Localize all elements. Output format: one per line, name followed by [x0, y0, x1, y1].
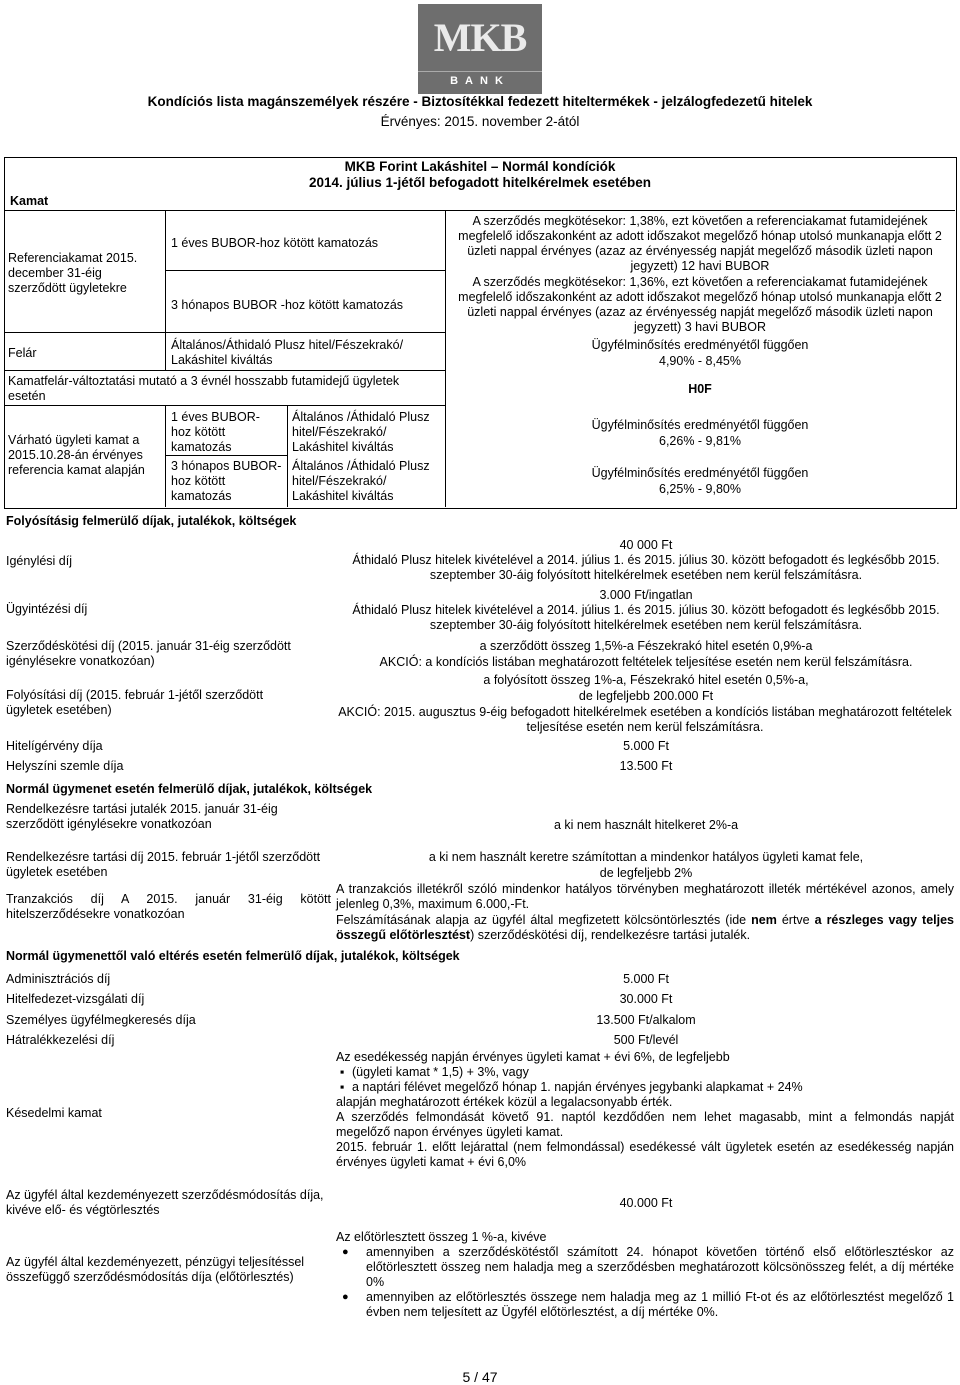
divider	[4, 405, 445, 406]
felar-desc: Általános/Áthidaló Plusz hitel/Fészekrakó/ Lakáshitel kiváltás	[171, 338, 404, 367]
mkb-bank-logo	[418, 4, 542, 94]
felar-label: Felár	[8, 346, 37, 360]
ugyintezesi-label: Ügyintézési díj	[6, 602, 88, 616]
divider	[165, 270, 445, 271]
divider	[445, 210, 446, 507]
helyszini-value: 13.500 Ft	[619, 759, 673, 773]
kesedelmi-text-3: A szerződés felmondását követő 91. naptól kezdődően nem lehet magasabb, mint a felmondás napját megelőző napon érvényes ügyleti kamat.	[336, 1110, 954, 1139]
varhato-label: Várható ügyleti kamat a 2015.10.28-án érvényes referencia kamat alapján	[8, 433, 145, 477]
helyszini-label: Helyszíni szemle díja	[6, 759, 124, 773]
hitelgerveny-label: Hitelígérvény díja	[6, 739, 103, 753]
v2-type: 3 hónapos BUBOR-hoz kötött kamatozás	[171, 459, 282, 503]
igenylesi-label: Igénylési díj	[6, 554, 73, 568]
divider	[4, 370, 445, 371]
elotorlesztes-bullet-2: ● amennyiben az előtörlesztés összege nem haladja meg az 1 millió Ft-ot és az előtörlesztést megelőző 1 évben nem teljesített az Ügyfél előtörlesztést, a díj mértéke 0%.	[336, 1290, 954, 1320]
ugyintezesi-value: 3.000 Ft/ingatlan	[599, 588, 693, 602]
modositas-label: Az ügyfél által kezdeményezett szerződésmódosítás díja, kivéve elő- és végtörlesztés	[6, 1188, 324, 1217]
ugyintezesi-note: Áthidaló Plusz hitelek kivételével a 2014. július 1. és 2015. július 30. között befogadott és legkésőbb 2015. szeptember 30-áig folyósított hitelkérelmek esetében nem kerül felszámításra.	[352, 603, 940, 632]
kesedelmi-bullet-1: ▪ (ügyleti kamat * 1,5) + 3%, vagy	[336, 1065, 954, 1080]
folyositasi-label: Folyósítási díj (2015. február 1-jétől szerződött ügyletek esetében)	[6, 688, 264, 717]
kesedelmi-value	[336, 1050, 954, 1170]
divider	[165, 210, 166, 370]
divider	[165, 405, 166, 507]
v1-value-1: Ügyfélminősítés eredményétől függően	[591, 418, 809, 432]
elotorlesztes-bullet-1: ● amennyiben a szerződéskötéstől számított 24. hónapot követően történő első előtörlesztéskor az előtörlesztett összeg nem haladja meg a szerződésben meghatározott kölcsönösszeg felét, a díj mértéke 0%	[336, 1245, 954, 1290]
szerzodeskotesi-label: Szerződéskötési díj (2015. január 31-éig szerződött igénylésekre vonatkozóan)	[6, 639, 291, 668]
elotorlesztes-text: Az előtörlesztett összeg 1 %-a, kivéve	[336, 1230, 547, 1244]
tranz-text-2: nem	[751, 913, 777, 927]
kesedelmi-bullet-2: ▪ a naptári félévet megelőző hónap 1. napján érvényes jegybanki alapkamat + 24%	[336, 1080, 954, 1095]
rendelkezes-jutalek-label: Rendelkezésre tartási jutalék 2015. január 31-éig szerződött igénylésekre vonatkozóan	[6, 802, 278, 831]
igenylesi-note: Áthidaló Plusz hitelek kivételével a 2014. július 1. és 2015. július 30. között befogadott és legkésőbb 2015. szeptember 30-áig folyósított hitelkérelmek esetében nem kerül felszámításra.	[352, 553, 940, 582]
szerzodeskotesi-value: a szerződött összeg 1,5%-a Fészekrakó hitel esetén 0,9%-a	[479, 639, 813, 653]
folyositasi-value-1: a folyósított összeg 1%-a, Fészekrakó hitel esetén 0,5%-a,	[483, 673, 809, 687]
bubor-12m-value: A szerződés megkötésekor: 1,38%, ezt követően a referenciakamat futamidejének megfelelő időszakonként az adott időszakot megelőző hónap utolsó munkanapja előtt 2 üzleti nappal érvényes (azaz az érvényesség napját megelőző második üzleti napon jegyzett) 12 havi BUBOR	[458, 214, 942, 273]
rendelkezes-dij-value-1: a ki nem használt keretre számítottan a mindenkor hatályos ügyleti kamat fele,	[428, 850, 864, 864]
mutato-label: Kamatfelár-változtatási mutató a 3 évnél hosszabb futamidejű ügyletek esetén	[8, 374, 400, 403]
product-scope: 2014. július 1-jétől befogadott hitelkérelmek esetében	[308, 175, 652, 190]
section-title: Folyósításig felmerülő díjak, jutalékok, költségek	[6, 514, 297, 528]
rendelkezes-jutalek-value: a ki nem használt hitelkeret 2%-a	[553, 818, 739, 832]
v2-value-1: Ügyfélminősítés eredményétől függően	[591, 466, 809, 480]
section-title: Normál ügymenettől való eltérés esetén felmerülő díjak, jutalékok, költségek	[6, 949, 460, 963]
mutato-value: H0F	[688, 382, 712, 396]
section-title: Normál ügymenet esetén felmerülő díjak, jutalékok, költségek	[6, 782, 373, 796]
fedezet-label: Hitelfedezet-vizsgálati díj	[6, 992, 145, 1006]
admin-label: Adminisztrációs díj	[6, 972, 111, 986]
kesedelmi-text-4: 2015. február 1. előtt lejárattal (nem felmondással) esedékessé vált ügyletek esetén az esedékesség napján érvényes ügyleti kamat + évi 6,0%	[336, 1140, 954, 1169]
rendelkezes-dij-value-2: de legfeljebb 2%	[599, 866, 693, 880]
modositas-value: 40.000 Ft	[619, 1196, 673, 1210]
page-title: Kondíciós lista magánszemélyek részére - Biztosítékkal fedezett hiteltermékek - jelzálogfedezetű hitelek	[147, 94, 813, 109]
divider	[165, 455, 287, 456]
tranz-text-1: Felszámításának alapja az ügyfél által megfizetett kölcsöntörlesztés (ide	[336, 913, 752, 927]
folyositasi-akcio: AKCIÓ: 2015. augusztus 9-éig befogadott hitelkérelmek esetében a kondíciós listában meghatározott feltételek teljesítése esetén nem kerül felszámításra.	[338, 705, 952, 734]
felar-value-1: Ügyfélminősítés eredményétől függően	[591, 338, 809, 352]
v1-desc: Általános /Áthidaló Plusz hitel/Fészekrakó/ Lakáshitel kiváltás	[292, 410, 430, 454]
hatralek-label: Hátralékkezelési díj	[6, 1033, 115, 1047]
bubor-3m-label: 3 hónapos BUBOR -hoz kötött kamatozás	[171, 298, 404, 312]
felar-value-2: 4,90% - 8,45%	[659, 354, 741, 368]
elotorlesztes-label: Az ügyfél által kezdeményezett, pénzügyi teljesítéssel összefüggő szerződésmódosítás díja (előtörlesztés)	[6, 1255, 305, 1284]
szerzodeskotesi-akcio: AKCIÓ: a kondíciós listában meghatározott feltételek teljesítése esetén nem kerül felszámításra.	[379, 655, 913, 669]
product-name: MKB Forint Lakáshitel – Normál kondíciók	[344, 159, 616, 174]
folyositasi-value-2: de legfeljebb 200.000 Ft	[578, 689, 714, 703]
tranz-text-4: a részleges vagy teljes összegű előtörlesztést	[336, 913, 954, 942]
validity-date: Érvényes: 2015. november 2-ától	[380, 114, 580, 129]
tranz-text-5: ) szerződéskötési díj, rendelkezésre tartási jutalék.	[470, 928, 751, 942]
divider	[4, 332, 445, 333]
page-number: 5 / 47	[462, 1369, 498, 1385]
kesedelmi-label: Késedelmi kamat	[6, 1106, 102, 1120]
logo-word: BANK	[418, 71, 542, 90]
v2-desc: Általános /Áthidaló Plusz hitel/Fészekrakó/ Lakáshitel kiváltás	[292, 459, 430, 503]
hatralek-value: 500 Ft/levél	[613, 1033, 679, 1047]
admin-value: 5.000 Ft	[623, 972, 669, 986]
reference-rate-label: Referenciakamat 2015. december 31-éig szerződött ügyletekre	[8, 251, 138, 295]
fedezet-value: 30.000 Ft	[619, 992, 673, 1006]
logo-mark: MKB	[433, 15, 527, 60]
v1-value-2: 6,26% - 9,81%	[659, 434, 741, 448]
v2-value-2: 6,25% - 9,80%	[659, 482, 741, 496]
bubor-12m-label: 1 éves BUBOR-hoz kötött kamatozás	[171, 236, 379, 250]
divider	[4, 210, 955, 211]
bubor-3m-value: A szerződés megkötésekor: 1,36%, ezt követően a referenciakamat futamidejének megfelelő időszakonként az adott időszakot megelőző hónap utolsó munkanapja előtt 2 üzleti nappal érvényes (azaz az érvényesség napját megelőző második üzleti napon jegyzett) 3 havi BUBOR	[458, 275, 942, 334]
hitelgerveny-value: 5.000 Ft	[623, 739, 669, 753]
tranz-text-3: értve	[776, 913, 815, 927]
szemelyes-value: 13.500 Ft/alkalom	[596, 1013, 696, 1027]
igenylesi-value: 40 000 Ft	[619, 538, 673, 552]
tranzakcios-label: Tranzakciós díj A 2015. január 31-éig kötött hitelszerződésekre vonatkozóan	[6, 892, 331, 921]
kesedelmi-text-2: alapján meghatározott értékek közül a legalacsonyabb érték.	[336, 1095, 673, 1109]
szemelyes-label: Személyes ügyfélmegkeresés díja	[6, 1013, 196, 1027]
divider	[287, 405, 288, 507]
rendelkezes-dij-label: Rendelkezésre tartási díj 2015. február 1-jétől szerződött ügyletek esetében	[6, 850, 321, 879]
kamat-label: Kamat	[10, 194, 49, 208]
tranzakcios-value: A tranzakciós illetékről szóló mindenkor hatályos törvényben meghatározott illeték mértékével azonos, amely jelenleg 0,3%, maximum 6.000,-Ft.	[336, 882, 954, 911]
elotorlesztes-value	[336, 1230, 954, 1320]
tranzakcios-base	[336, 913, 954, 943]
v1-type: 1 éves BUBOR-hoz kötött kamatozás	[171, 410, 260, 454]
kesedelmi-text-1: Az esedékesség napján érvényes ügyleti kamat + évi 6%, de legfeljebb	[336, 1050, 730, 1064]
